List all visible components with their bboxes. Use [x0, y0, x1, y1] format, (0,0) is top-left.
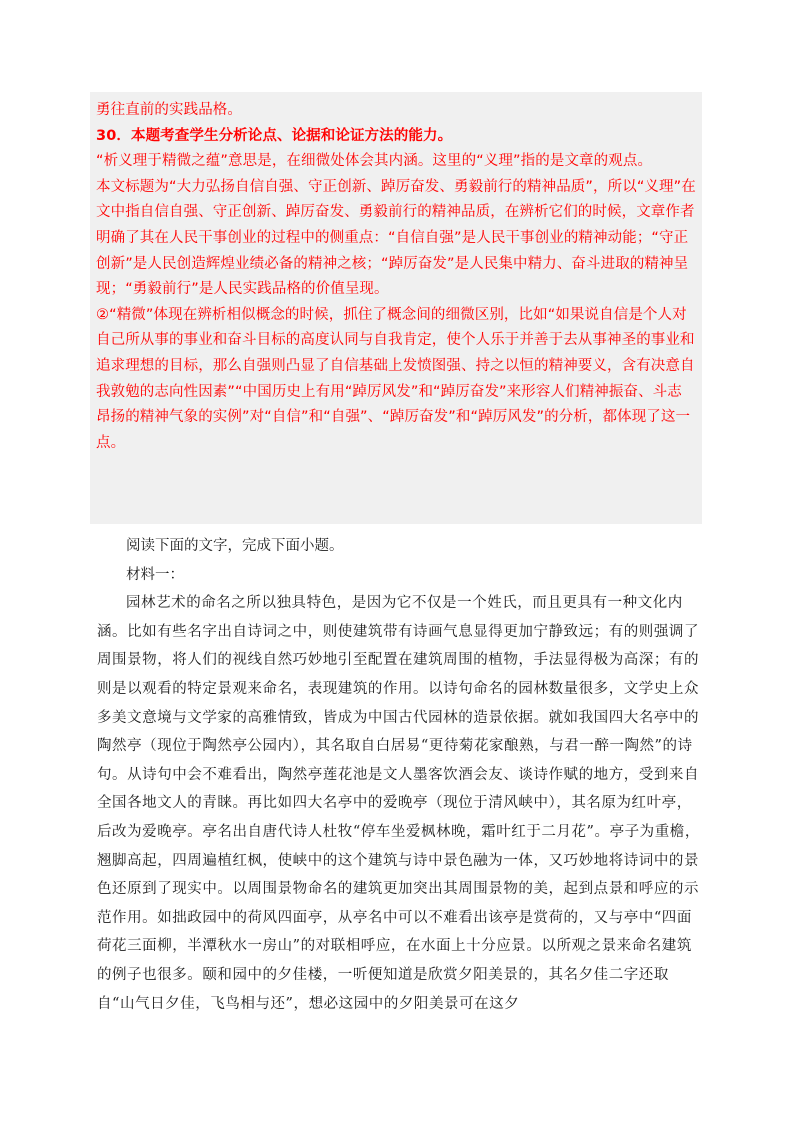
- question-30-heading: 30．本题考查学生分析论点、论据和论证方法的能力。: [96, 127, 453, 144]
- answer-paragraph-meaning: “析义理于精微之蕴”意思是，在细微处体会其内涵。这里的“义理”指的是文章的观点。: [96, 153, 653, 170]
- material-paragraph: 园林艺术的命名之所以独具特色，是因为它不仅是一个姓氏，而且更具有一种文化内涵。比如有些名字出自诗词之中，则使建筑带有诗画气息显得更加宁静致远；有的则强调了周围景物，将人们的视线自然巧妙地引至配置在建筑周围的植物，手法显得极为高深；有的则是以观看的特定景观来命名，表现建筑的作用。以诗句命名的园林数量很多，文学史上众多美文意境与文学家的高雅情致，皆成为中国古代园林的造景依据。就如我国四大名亭中的陶然亭（现位于陶然亭公园内），其名取自白居易“更待菊花家酿熟，与君一醉一陶然”的诗句。从诗句中会不难看出，陶然亭莲花池是文人墨客饮酒会友、谈诗作赋的地方，受到来自全国各地文人的青睐。再比如四大名亭中的爱晚亭（现位于清风峡中），其名原为红叶亭，后改为爱晚亭。亭名出自唐代诗人杜牧“停车坐爱枫林晚，霜叶红于二月花”。亭子为重檐，翘脚高起，四周遍植红枫，使峡中的这个建筑与诗中景色融为一体，又巧妙地将诗词中的景色还原到了现实中。以周围景物命名的建筑更加突出其周围景物的美，起到点景和呼应的示范作用。如拙政园中的荷风四面亭，从亭名中可以不难看出该亭是赏荷的，又与亭中“四面荷花三面柳，半潭秋水一房山”的对联相呼应，在水面上十分应景。以所观之景来命名建筑的例子也很多。颐和园中的夕佳楼，一听便知道是欣赏夕阳美景的，其名夕佳二字还取自“山气日夕佳，飞鸟相与还”，想必这园中的夕阳美景可在这夕: [97, 595, 700, 1012]
- answer-paragraph-jingwei: ②“精微”体现在辨析相似概念的时候，抓住了概念间的细微区别，比如“如果说自信是个人对自己所从事的事业和奋斗目标的高度认同与自我肯定，使个人乐于并善于去从事神圣的事业和追求理想的目标，那么自强则凸显了自信基础上发愤图强、持之以恒的精神要义，含有决意自我敦勉的志向性因素”“中国历史上有用“踔厉风发”和“踔厉奋发”来形容人们精神振奋、斗志昂扬的精神气象的实例”对“自信”和“自强”、“踔厉奋发”和“踔厉风发”的分析，都体现了这一点。: [96, 306, 695, 451]
- answer-line-continuation: 勇往直前的实践品格。: [96, 102, 242, 118]
- reading-passage: [97, 532, 700, 1018]
- answer-explanation-box: [90, 92, 702, 524]
- material-label: 材料一：: [126, 566, 184, 583]
- reading-instruction: 阅读下面的文字，完成下面小题。: [126, 538, 344, 554]
- answer-paragraph-yili: 本文标题为“大力弘扬自信自强、守正创新、踔厉奋发、勇毅前行的精神品质”，所以“义理”在文中指自信自强、守正创新、踔厉奋发、勇毅前行的精神品质，在辨析它们的时候，文章作者明确了其在人民干事创业的过程中的侧重点：“自信自强”是人民干事创业的精神动能；“守正创新”是人民创造辉煌业绩必备的精神之核；“踔厉奋发”是人民集中精力、奋斗进取的精神呈现；“勇毅前行”是人民实践品格的价值呈现。: [96, 178, 696, 298]
